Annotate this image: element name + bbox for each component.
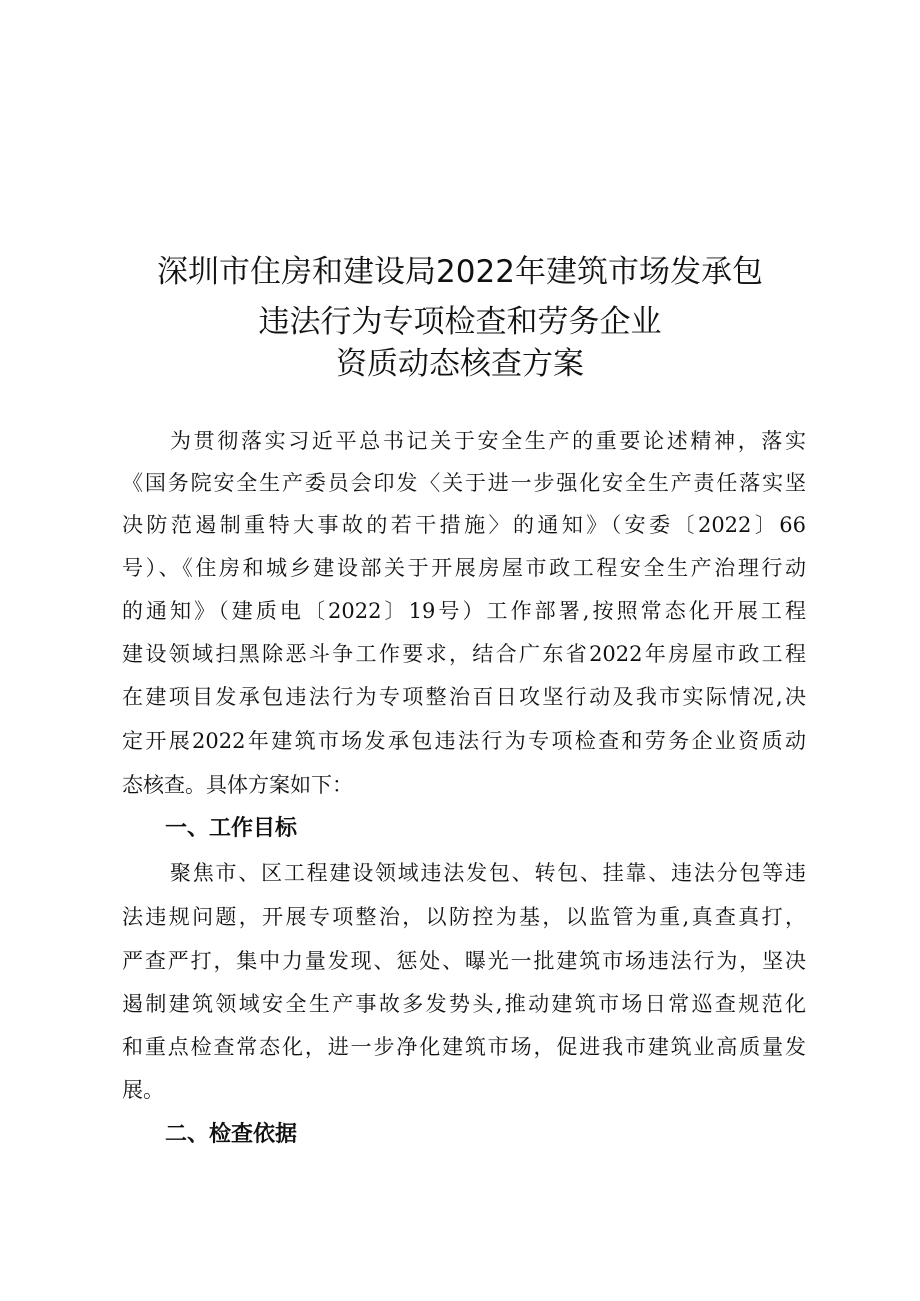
section1-paragraph-line: 聚焦市、区工程建设领域违法发包、转包、挂靠、违法分包等违 <box>170 861 806 885</box>
section1-paragraph-line: 和重点检查常态化，进一步净化建筑市场，促进我市建筑业高质量发 <box>122 1035 806 1059</box>
intro-paragraph-line: 号）、《住房和城乡建设部关于开展房屋市政工程安全生产治理行动 <box>122 556 806 580</box>
document-title-line-1: 深圳市住房和建设局2022年建筑市场发承包 <box>157 254 763 290</box>
intro-paragraph-line: 《国务院安全生产委员会印发〈关于进一步强化安全生产责任落实坚 <box>122 471 806 495</box>
intro-paragraph-line: 决防范遏制重特大事故的若干措施〉的通知》（安委〔2022〕66 <box>122 513 806 537</box>
section-heading-inspection-basis: 二、检查依据 <box>165 1122 298 1147</box>
intro-paragraph-line: 的通知》（建质电〔2022〕19号）工作部署,按照常态化开展工程 <box>122 599 806 623</box>
document-title-line-2: 违法行为专项检查和劳务企业 <box>258 304 662 340</box>
intro-paragraph-line: 定开展2022年建筑市场发承包违法行为专项检查和劳务企业资质动 <box>122 729 806 753</box>
intro-paragraph-line: 建设领域扫黑除恶斗争工作要求，结合广东省2022年房屋市政工程 <box>122 642 806 666</box>
section-heading-work-goals: 一、工作目标 <box>165 816 298 841</box>
intro-paragraph-line: 为贯彻落实习近平总书记关于安全生产的重要论述精神，落实 <box>170 429 806 453</box>
section1-paragraph-line: 展。 <box>122 1078 164 1102</box>
section1-paragraph-line: 遏制建筑领域安全生产事故多发势头,推动建筑市场日常巡查规范化 <box>122 992 806 1016</box>
section1-paragraph-line: 严查严打，集中力量发现、惩处、曝光一批建筑市场违法行为，坚决 <box>122 949 806 973</box>
section1-paragraph-line: 法违规问题，开展专项整治，以防控为基，以监管为重,真查真打， <box>122 905 806 929</box>
intro-paragraph-line: 在建项目发承包违法行为专项整治百日攻坚行动及我市实际情况,决 <box>122 685 806 709</box>
intro-paragraph-line: 态核查。具体方案如下： <box>122 773 353 797</box>
document-title-line-3: 资质动态核查方案 <box>336 346 584 382</box>
